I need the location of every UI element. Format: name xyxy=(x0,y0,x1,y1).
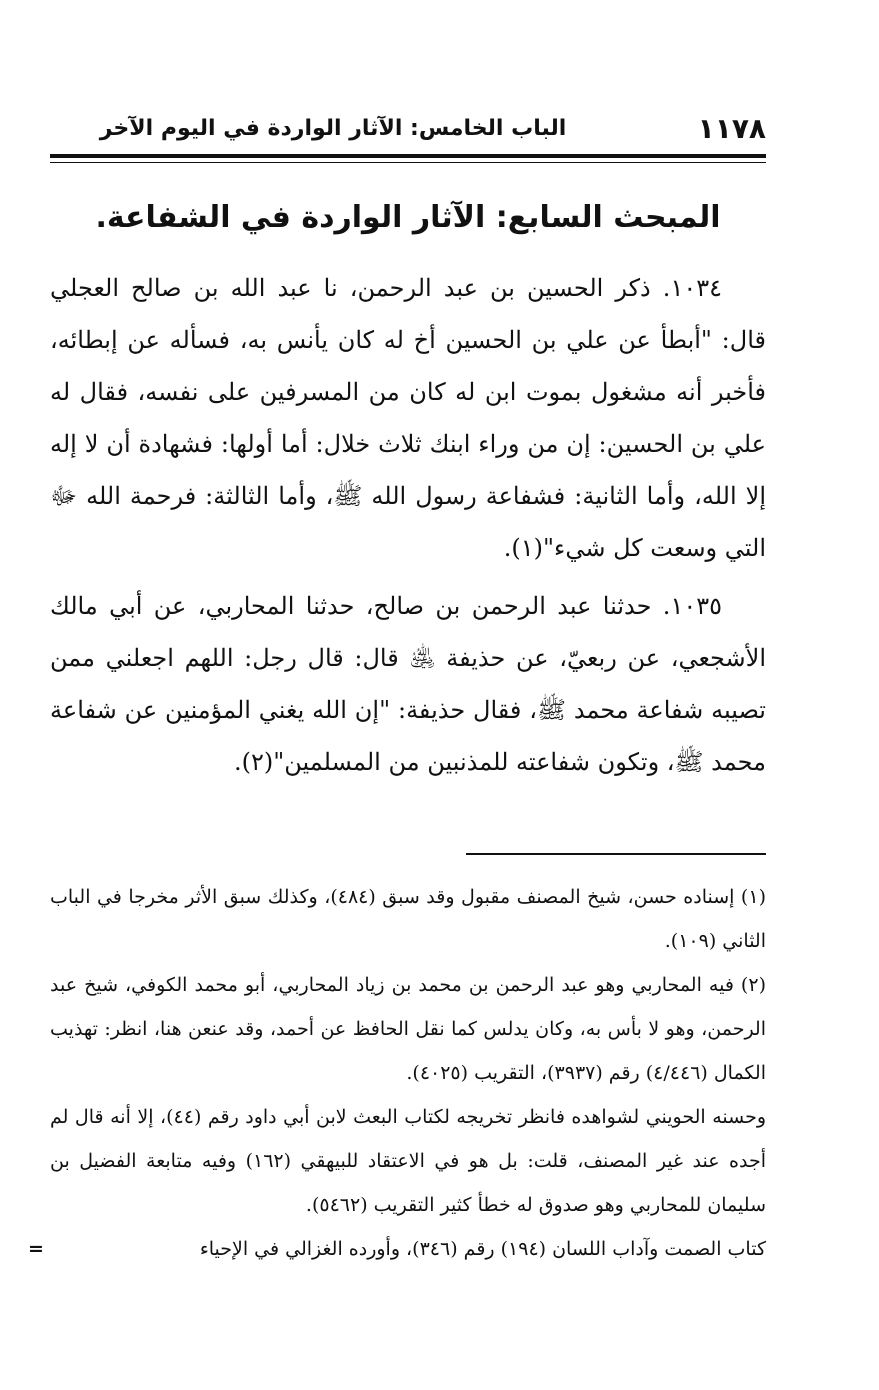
page-number: ١١٧٨ xyxy=(697,112,766,145)
paragraph-1035: ١٠٣٥. حدثنا عبد الرحمن بن صالح، حدثنا المحاربي، عن أبي مالك الأشجعي، عن ربعيّ، عن حذيفة ﵁ قال: قال رجل: اللهم اجعلني ممن تصيبه شفاعة محمد ﷺ، فقال حذيفة: "إن الله يغني المؤمنين عن شفاعة محمد ﷺ، وتكون شفاعته للمذنبين من المسلمين"(٢). xyxy=(50,592,766,776)
continued-mark: = xyxy=(28,1238,44,1260)
footnote-continued-line: كتاب الصمت وآداب اللسان (١٩٤) رقم (٣٤٦)، وأورده الغزالي في الإحياء xyxy=(199,1238,766,1260)
page-header xyxy=(50,112,766,152)
header-rule-thin xyxy=(50,162,766,163)
main-text xyxy=(50,262,766,794)
footnote-1: (١) إسناده حسن، شيخ المصنف مقبول وقد سبق (٤٨٤)، وكذلك سبق الأثر مخرجا في الباب الثاني (١٠٩). xyxy=(50,886,766,952)
running-title: الباب الخامس: الآثار الواردة في اليوم الآخر xyxy=(99,116,567,141)
footnote-separator xyxy=(466,853,766,855)
footnote-continued-line-wrap xyxy=(28,1227,766,1271)
footnote-2: (٢) فيه المحاربي وهو عبد الرحمن بن محمد بن زياد المحاربي، أبو محمد الكوفي، شيخ عبد الرحمن، وهو لا بأس به، وكان يدلس كما نقل الحافظ عن أحمد، وقد عنعن هنا، انظر: تهذيب الكمال (٤/٤٤٦) رقم (٣٩٣٧)، التقريب (٤٠٢٥). xyxy=(50,974,766,1084)
header-rule-thick xyxy=(50,154,766,158)
paragraph-1034: ١٠٣٤. ذكر الحسين بن عبد الرحمن، نا عبد الله بن صالح العجلي قال: "أبطأ عن علي بن الحسين أخ له كان يأنس به، فسأله عن إبطائه، فأخبر أنه مشغول بموت ابن له كان من المسرفين على نفسه، فقال له علي بن الحسين: إن من وراء ابنك ثلاث خلال: أما أولها: فشهادة أن لا إله إلا الله، وأما الثانية: فشفاعة رسول الله ﷺ، وأما الثالثة: فرحمة الله ﷻ التي وسعت كل شيء"(١). xyxy=(50,274,766,562)
footnote-2-continuation: وحسنه الحويني لشواهده فانظر تخريجه لكتاب البعث لابن أبي داود رقم (٤٤)، إلا أنه قال لم أجده عند غير المصنف، قلت: بل هو في الاعتقاد للبيهقي (١٦٢) وفيه متابعة الفضيل بن سليمان للمحاربي وهو صدوق له خطأ كثير التقريب (٥٤٦٢). xyxy=(50,1106,766,1216)
footnotes xyxy=(28,875,766,1271)
section-title: المبحث السابع: الآثار الواردة في الشفاعة. xyxy=(95,200,721,235)
